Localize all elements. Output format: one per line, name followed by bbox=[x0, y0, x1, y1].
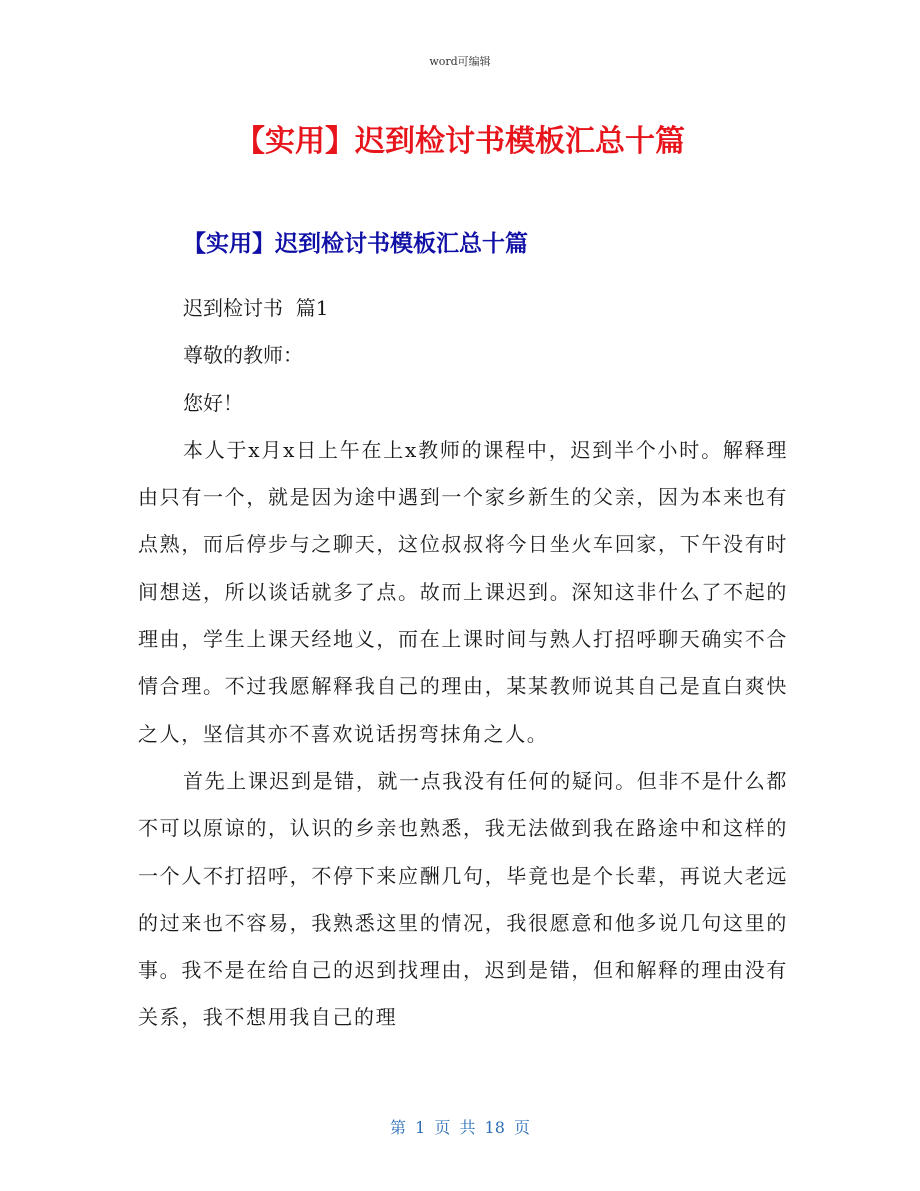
salutation: 尊敬的教师： bbox=[183, 343, 303, 368]
page-indicator: 第 1 页 共 18 页 bbox=[390, 1118, 530, 1137]
section-label: 迟到检讨书 篇1 bbox=[183, 296, 329, 320]
sub-title: 【实用】迟到检讨书模板汇总十篇 bbox=[183, 231, 528, 257]
body-paragraph: 本人于x月x日上午在上x教师的课程中，迟到半个小时。解释理由只有一个，就是因为途中遇到一个家乡新生的父亲，因为本来也有点熟，而后停步与之聊天，这位叔叔将今日坐火车回家，下午没有时间想送，所以谈话就多了点。故而上课迟到。深知这非什么了不起的理由，学生上课天经地义，而在上课时间与熟人打招呼聊天确实不合情合理。不过我愿解释我自己的理由，某某教师说其自己是直白爽快之人，坚信其亦不喜欢说话拐弯抹角之人。 bbox=[138, 437, 788, 746]
greeting: 您好！ bbox=[183, 390, 243, 415]
body-paragraph: 首先上课迟到是错，就一点我没有任何的疑问。但非不是什么都不可以原谅的，认识的乡亲也熟悉，我无法做到我在路途中和这样的一个人不打招呼，不停下来应酬几句，毕竟也是个长辈，再说大老远的过来也不容易，我熟悉这里的情况，我很愿意和他多说几句这里的事。我不是在给自己的迟到找理由，迟到是错，但和解释的理由没有关系，我不想用我自己的理 bbox=[138, 768, 788, 1030]
document-body bbox=[138, 285, 788, 1042]
main-title: 【实用】迟到检讨书模板汇总十篇 bbox=[235, 124, 685, 159]
header-note: word可编辑 bbox=[429, 55, 491, 68]
